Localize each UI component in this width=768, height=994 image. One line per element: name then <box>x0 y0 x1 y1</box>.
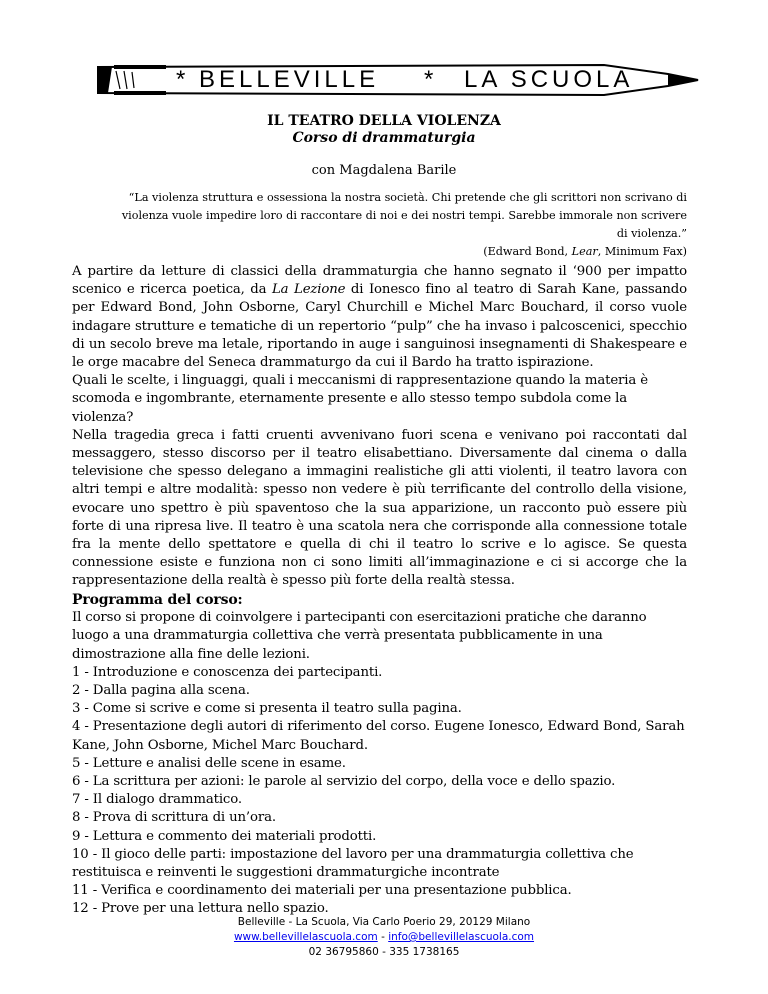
banner-star-left: * <box>176 66 190 93</box>
play-title: La Lezione <box>272 282 346 298</box>
banner-belleville: BELLEVILLE <box>199 66 380 93</box>
course-description <box>72 263 687 919</box>
list-item: 12 - Prove per una lettura nello spazio. <box>72 901 329 917</box>
email-link[interactable]: info@bellevillelascuola.com <box>388 931 535 943</box>
school-logo-banner <box>94 62 700 98</box>
quote-source: (Edward Bond, Lear, Minimum Fax) <box>483 245 687 258</box>
list-item: 1 - Introduzione e conoscenza dei partecipanti. <box>72 664 383 680</box>
epigraph-quote <box>112 189 687 261</box>
list-item: 4 - Presentazione degli autori di riferimento del corso. Eugene Ionesco, Edward Bond, Sarah Kane, John Osborne, Michel Marc Bouchard. <box>72 719 685 753</box>
list-item: 5 - Letture e analisi delle scene in esame. <box>72 755 346 771</box>
quote-text: “La violenza struttura e ossessiona la nostra società. Chi pretende che gli scrittori non scrivano di violenza vuole impedire loro di raccontare di noi e dei nostri tempi. Sarebbe immorale non scrivere di violenza.” <box>121 191 687 240</box>
page-title: IL TEATRO DELLA VIOLENZA <box>267 113 501 129</box>
banner-la-scuola: LA SCUOLA <box>464 66 634 93</box>
program-heading: Programma del corso: <box>72 591 243 608</box>
course-author: con Magdalena Barile <box>311 163 457 178</box>
list-item: 11 - Verifica e coordinamento dei materiali per una presentazione pubblica. <box>72 883 572 899</box>
list-item: 8 - Prova di scrittura di un’ora. <box>72 810 276 826</box>
page-footer <box>0 915 768 960</box>
list-item: 7 - Il dialogo drammatico. <box>72 792 242 808</box>
intro-paragraph-2: Quali le scelte, i linguaggi, quali i meccanismi di rappresentazione quando la materia è scomoda e ingombrante, eternamente presente e allo stesso tempo subdola come la violenza? <box>72 373 648 425</box>
page-subtitle: Corso di drammaturgia <box>292 130 476 146</box>
banner-text <box>94 65 700 95</box>
intro-paragraph-3: Nella tragedia greca i fatti cruenti avvenivano fuori scena e venivano poi raccontati dal messaggero, stesso discorso per il teatro elisabettiano. Diversamente dal cinema o dalla televisione che spesso delegano a immagini realistiche gli atti violenti, il teatro lavora con altri tempi e altre modalità: spesso non vedere è più terrificante del controllo della visione, evocare uno spettro è più spaventoso che la sua apparizione, un racconto può essere più forte di una ripresa live. Il teatro è una scatola nera che corrisponde alla connessione totale fra la mente dello spettatore e quella di chi il teatro lo scrive e lo agisce. Se questa connessione esiste e funziona non ci sono limiti all’immaginazione e ci si accorge che la rappresentazione della realtà è spesso più forte della realtà stessa. <box>72 427 687 589</box>
footer-separator: - <box>377 931 389 943</box>
footer-contacts <box>0 930 768 945</box>
program-list <box>72 664 687 919</box>
website-link[interactable]: www.bellevillelascuola.com <box>233 931 378 943</box>
program-intro: Il corso si propone di coinvolgere i partecipanti con esercitazioni pratiche che daranno luogo a una drammaturgia collettiva che verrà presentata pubblicamente in una dimostrazione alla fine delle lezioni. <box>72 610 647 662</box>
banner-star-middle: * <box>424 66 438 93</box>
list-item: 3 - Come si scrive e come si presenta il teatro sulla pagina. <box>72 701 462 717</box>
list-item: 10 - Il gioco delle parti: impostazione del lavoro per una drammaturgia collettiva che restituisca e reinventi le suggestioni drammaturgiche incontrate <box>72 846 634 880</box>
list-item: 9 - Lettura e commento dei materiali prodotti. <box>72 828 377 844</box>
footer-address: Belleville - La Scuola, Via Carlo Poerio 29, 20129 Milano <box>237 916 531 928</box>
list-item: 2 - Dalla pagina alla scena. <box>72 682 250 698</box>
footer-phones: 02 36795860 - 335 1738165 <box>308 946 460 958</box>
intro-paragraph-1: A partire da letture di classici della drammaturgia che hanno segnato il ‘900 per impatto scenico e ricerca poetica, da La Lezione di Ionesco fino al teatro di Sarah Kane, passando per Edward Bond, John Osborne, Caryl Churchill e Michel Marc Bouchard, il corso vuole indagare strutture e tematiche di un repertorio “pulp” che ha invaso i palcoscenici, specchio di un secolo breve ma letale, riportando in auge i sanguinosi insegnamenti di Shakespeare e le orge macabre del Seneca drammaturgo da cui il Bardo ha tratto ispirazione. <box>72 264 688 371</box>
quote-source-title: Lear <box>571 245 598 258</box>
list-item: 6 - La scrittura per azioni: le parole al servizio del corpo, della voce e dello spazio. <box>72 773 616 789</box>
